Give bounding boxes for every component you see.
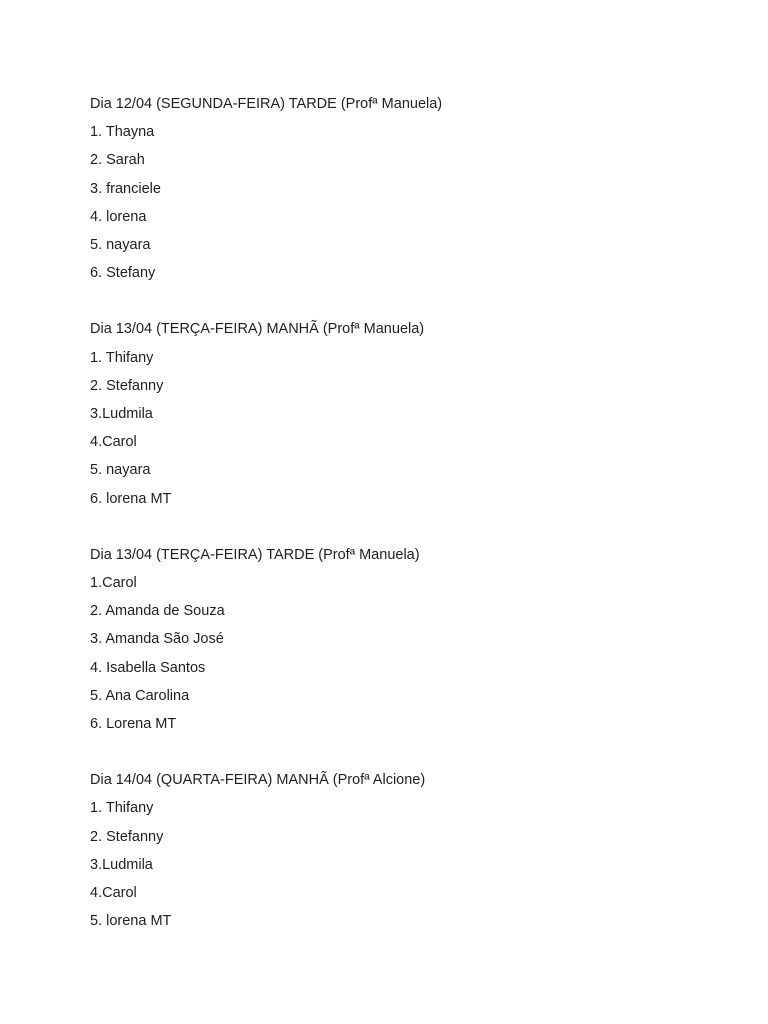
schedule-section bbox=[90, 541, 690, 738]
list-item: 2. Stefanny bbox=[90, 377, 164, 394]
list-item: 5. lorena MT bbox=[90, 913, 172, 930]
list-item: 5. nayara bbox=[90, 237, 151, 254]
schedule-section bbox=[90, 766, 690, 935]
list-item: 3.Ludmila bbox=[90, 856, 153, 873]
list-item: 3.Ludmila bbox=[90, 406, 153, 423]
list-item: 6. Stefany bbox=[90, 265, 156, 282]
list-item: 4.Carol bbox=[90, 885, 137, 902]
section-heading: Dia 13/04 (TERÇA-FEIRA) TARDE (Profª Manuela) bbox=[90, 546, 420, 563]
list-item: 4. lorena bbox=[90, 208, 147, 225]
section-heading: Dia 12/04 (SEGUNDA-FEIRA) TARDE (Profª Manuela) bbox=[90, 96, 443, 112]
list-item: 1. Thayna bbox=[90, 124, 155, 141]
list-item: 1. Thifany bbox=[90, 349, 154, 366]
list-item: 4. Isabella Santos bbox=[90, 659, 206, 676]
list-item: 4.Carol bbox=[90, 434, 137, 451]
list-item: 5. nayara bbox=[90, 462, 151, 479]
list-item: 3. franciele bbox=[90, 180, 161, 197]
list-item: 3. Amanda São José bbox=[90, 631, 224, 648]
list-item: 6. lorena MT bbox=[90, 490, 172, 507]
list-item: 6. Lorena MT bbox=[90, 716, 177, 733]
list-item: 2. Sarah bbox=[90, 152, 145, 169]
list-item: 5. Ana Carolina bbox=[90, 687, 190, 704]
list-item: 1. Thifany bbox=[90, 800, 154, 817]
list-item: 1.Carol bbox=[90, 575, 137, 592]
section-heading: Dia 13/04 (TERÇA-FEIRA) MANHÃ (Profª Manuela) bbox=[90, 321, 425, 338]
schedule-section bbox=[90, 90, 690, 287]
list-item: 2. Stefanny bbox=[90, 828, 164, 845]
list-item: 2. Amanda de Souza bbox=[90, 603, 225, 620]
document-body bbox=[90, 90, 690, 963]
schedule-section bbox=[90, 315, 690, 512]
section-heading: Dia 14/04 (QUARTA-FEIRA) MANHÃ (Profª Alcione) bbox=[90, 772, 426, 789]
